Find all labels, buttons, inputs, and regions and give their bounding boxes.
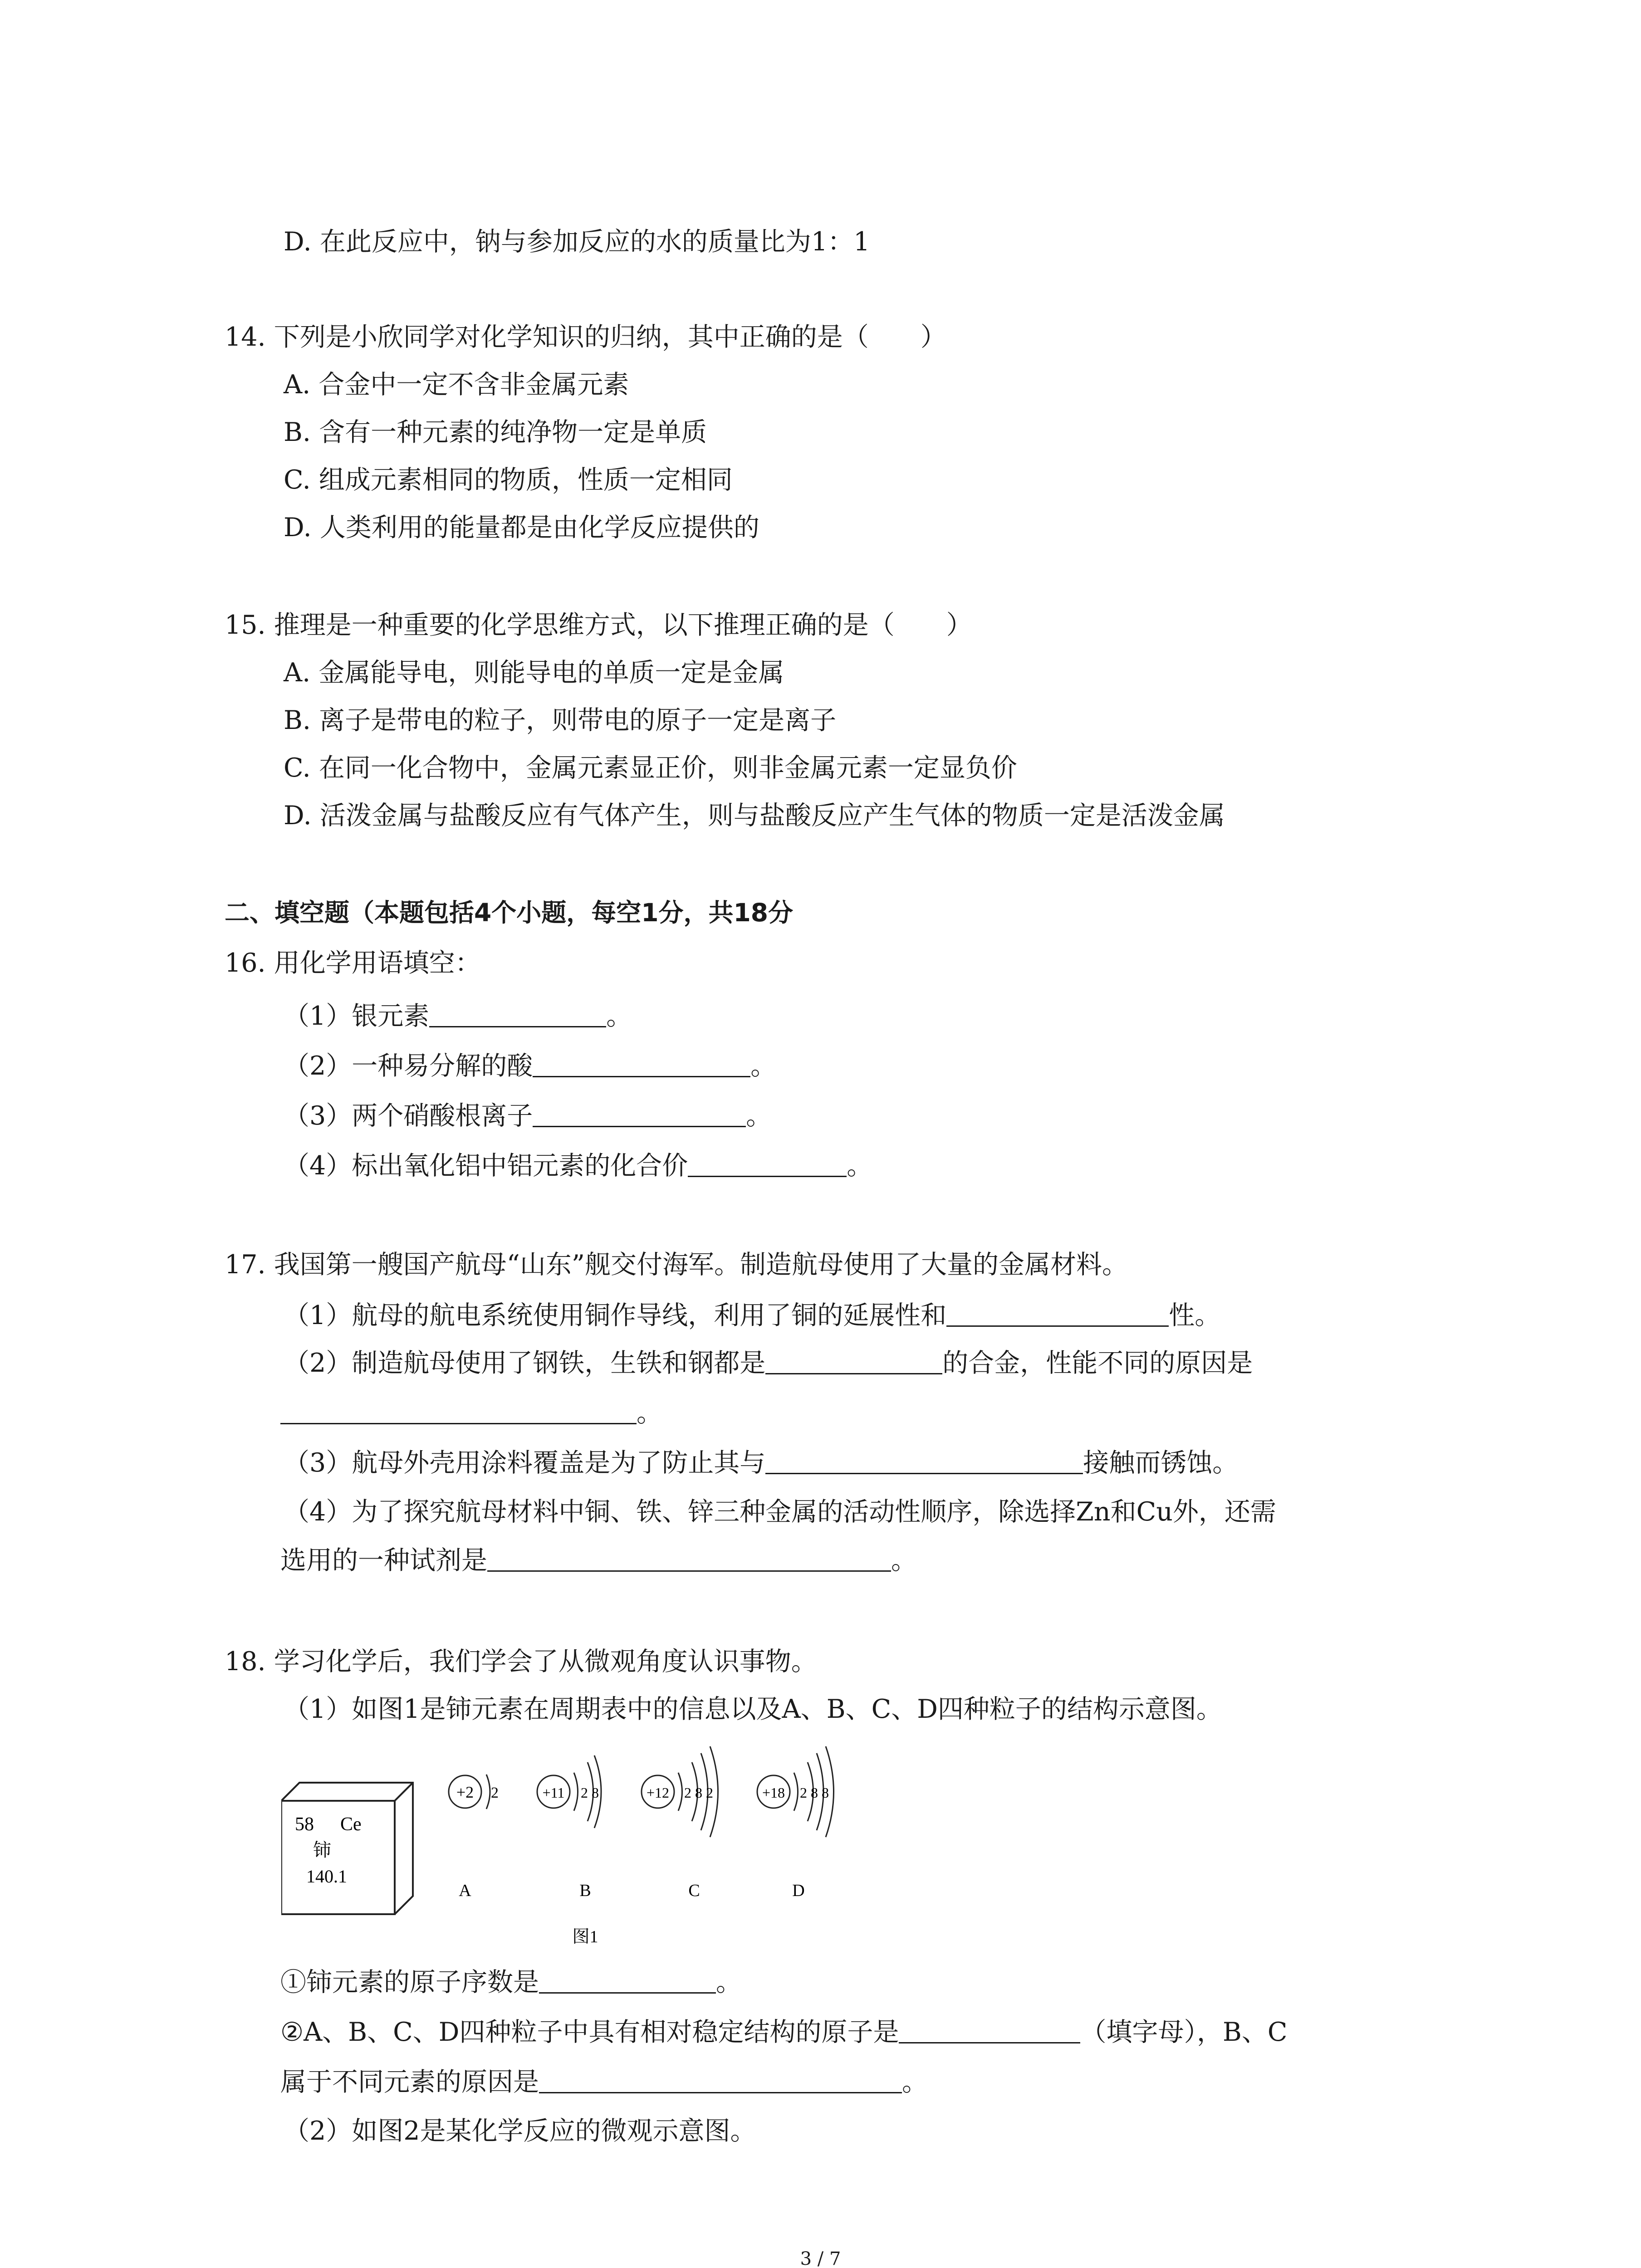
particle-a-electrons: 2	[491, 1784, 499, 1801]
q18-answer-blank-1[interactable]	[539, 1969, 716, 1994]
q18-sub-2	[280, 2019, 1287, 2045]
q18-stem: 18. 学习化学后，我们学会了从微观角度认识事物。	[225, 1647, 817, 1677]
q15-option-c: C. 在同一化合物中，金属元素显正价，则非金属元素一定显负价	[284, 753, 1017, 783]
q17-part-4-text-b: 选用的一种试剂是	[280, 1545, 487, 1575]
q17-answer-blank-5[interactable]	[487, 1547, 891, 1572]
q13-option-d: D. 在此反应中，钠与参加反应的水的质量比为1：1	[284, 227, 870, 257]
q17-part-2-continued	[280, 1399, 662, 1426]
particle-c-nucleus: +12	[646, 1784, 670, 1801]
q18-sub-2-text: ②A、B、C、D四种粒子中具有相对稳定结构的原子是	[280, 2017, 899, 2047]
q17-part-3-end: 接触而锈蚀。	[1083, 1448, 1239, 1478]
q14-option-c: C. 组成元素相同的物质，性质一定相同	[284, 465, 733, 495]
q18-sub-1-end: 。	[716, 1967, 742, 1997]
element-atomic-mass: 140.1	[306, 1866, 347, 1887]
particle-d-nucleus: +18	[762, 1784, 785, 1801]
particle-d-electrons: 2 8 8	[800, 1784, 829, 1801]
q17-answer-blank-3[interactable]	[280, 1399, 637, 1424]
q18-part-2: （2）如图2是某化学反应的微观示意图。	[284, 2116, 756, 2146]
element-symbol: Ce	[340, 1814, 362, 1835]
q16-part-3-text: （3）两个硝酸根离子	[284, 1101, 533, 1131]
q16-part-1-end: 。	[606, 1001, 632, 1031]
q17-stem: 17. 我国第一艘国产航母“山东”舰交付海军。制造航母使用了大量的金属材料。	[225, 1250, 1128, 1280]
q18-sub-2-text-c: 属于不同元素的原因是	[280, 2067, 539, 2097]
q17-part-1-end: 性。	[1169, 1300, 1221, 1330]
q15-option-d: D. 活泼金属与盐酸反应有气体产生，则与盐酸反应产生气体的物质一定是活泼金属	[284, 801, 1225, 831]
particle-b-electrons: 2 8	[581, 1784, 599, 1801]
q16-answer-blank-4[interactable]	[688, 1152, 847, 1177]
q16-answer-blank-1[interactable]	[429, 1002, 606, 1027]
q18-sub-2-end: 。	[902, 2067, 928, 2097]
element-atomic-number: 58	[295, 1814, 314, 1835]
q17-part-4-continued	[280, 1547, 917, 1574]
q16-part-4-text: （4）标出氧化铝中铝元素的化合价	[284, 1151, 688, 1181]
q16-part-4	[284, 1152, 872, 1179]
q18-answer-blank-2[interactable]	[899, 2019, 1080, 2043]
q17-part-1	[284, 1302, 1220, 1329]
particle-c-electrons: 2 8 2	[684, 1784, 713, 1801]
particle-d-label: D	[792, 1881, 805, 1900]
q17-part-3-text: （3）航母外壳用涂料覆盖是为了防止其与	[284, 1448, 766, 1478]
q16-part-2	[284, 1052, 776, 1079]
q16-part-2-end: 。	[750, 1051, 777, 1081]
q16-part-3-end: 。	[746, 1101, 772, 1131]
q16-part-2-text: （2）一种易分解的酸	[284, 1051, 533, 1081]
particle-b-nucleus: +11	[542, 1784, 565, 1801]
q18-sub-2-text-b: （填字母），B、C	[1080, 2017, 1288, 2047]
q17-part-4-end: 。	[891, 1545, 917, 1575]
q17-part-3	[284, 1449, 1238, 1476]
q18-sub-2-continued	[280, 2068, 928, 2095]
figure-1	[281, 1737, 916, 1950]
q16-part-4-end: 。	[847, 1151, 873, 1181]
q17-part-2-end: 。	[637, 1398, 662, 1428]
q16-part-1	[284, 1002, 632, 1029]
page-number: 3 / 7	[800, 2248, 841, 2268]
q16-answer-blank-2[interactable]	[533, 1052, 750, 1077]
particle-b-diagram	[537, 1755, 601, 1900]
q17-part-4: （4）为了探究航母材料中铜、铁、锌三种金属的活动性顺序，除选择Zn和Cu外，还需	[284, 1497, 1276, 1527]
q14-option-b: B. 含有一种元素的纯净物一定是单质	[284, 417, 707, 447]
particle-c-label: C	[688, 1881, 700, 1900]
q18-part-1: （1）如图1是铈元素在周期表中的信息以及A、B、C、D四种粒子的结构示意图。	[284, 1694, 1222, 1724]
particle-a-nucleus: +2	[456, 1783, 474, 1801]
q17-part-1-text: （1）航母的航电系统使用铜作导线，利用了铜的延展性和	[284, 1300, 947, 1330]
figure-1-caption: 图1	[572, 1927, 598, 1946]
q18-sub-1	[280, 1969, 742, 1995]
q17-answer-blank-4[interactable]	[765, 1449, 1083, 1474]
section-2-heading: 二、填空题（本题包括4个小题，每空1分，共18分	[225, 898, 794, 927]
q17-answer-blank-2[interactable]	[765, 1349, 942, 1374]
q16-stem: 16. 用化学用语填空：	[225, 948, 481, 978]
q16-part-3	[284, 1102, 772, 1129]
particle-c-diagram	[642, 1746, 718, 1900]
q15-option-b: B. 离子是带电的粒子，则带电的原子一定是离子	[284, 705, 837, 735]
q18-answer-blank-3[interactable]	[539, 2068, 902, 2093]
q17-part-2-text-b: 的合金，性能不同的原因是	[942, 1348, 1253, 1378]
q15-option-a: A. 金属能导电，则能导电的单质一定是金属	[284, 658, 784, 688]
particle-a-diagram	[449, 1774, 499, 1900]
q17-answer-blank-1[interactable]	[946, 1302, 1169, 1327]
particle-a-label: A	[459, 1881, 471, 1900]
particle-b-label: B	[579, 1881, 591, 1900]
particle-d-diagram	[757, 1746, 834, 1900]
cerium-element-box	[281, 1783, 413, 1914]
q14-option-a: A. 合金中一定不含非金属元素	[284, 370, 629, 400]
q14-stem: 14. 下列是小欣同学对化学知识的归纳，其中正确的是（ ）	[225, 322, 946, 352]
element-name: 铈	[313, 1840, 331, 1860]
q16-answer-blank-3[interactable]	[533, 1102, 746, 1127]
q17-part-2	[284, 1349, 1253, 1376]
q16-part-1-text: （1）银元素	[284, 1001, 430, 1031]
q17-part-2-text: （2）制造航母使用了钢铁，生铁和钢都是	[284, 1348, 766, 1378]
q14-option-d: D. 人类利用的能量都是由化学反应提供的	[284, 513, 759, 543]
q18-sub-1-text: ①铈元素的原子序数是	[280, 1967, 539, 1997]
q15-stem: 15. 推理是一种重要的化学思维方式，以下推理正确的是（ ）	[225, 610, 972, 640]
